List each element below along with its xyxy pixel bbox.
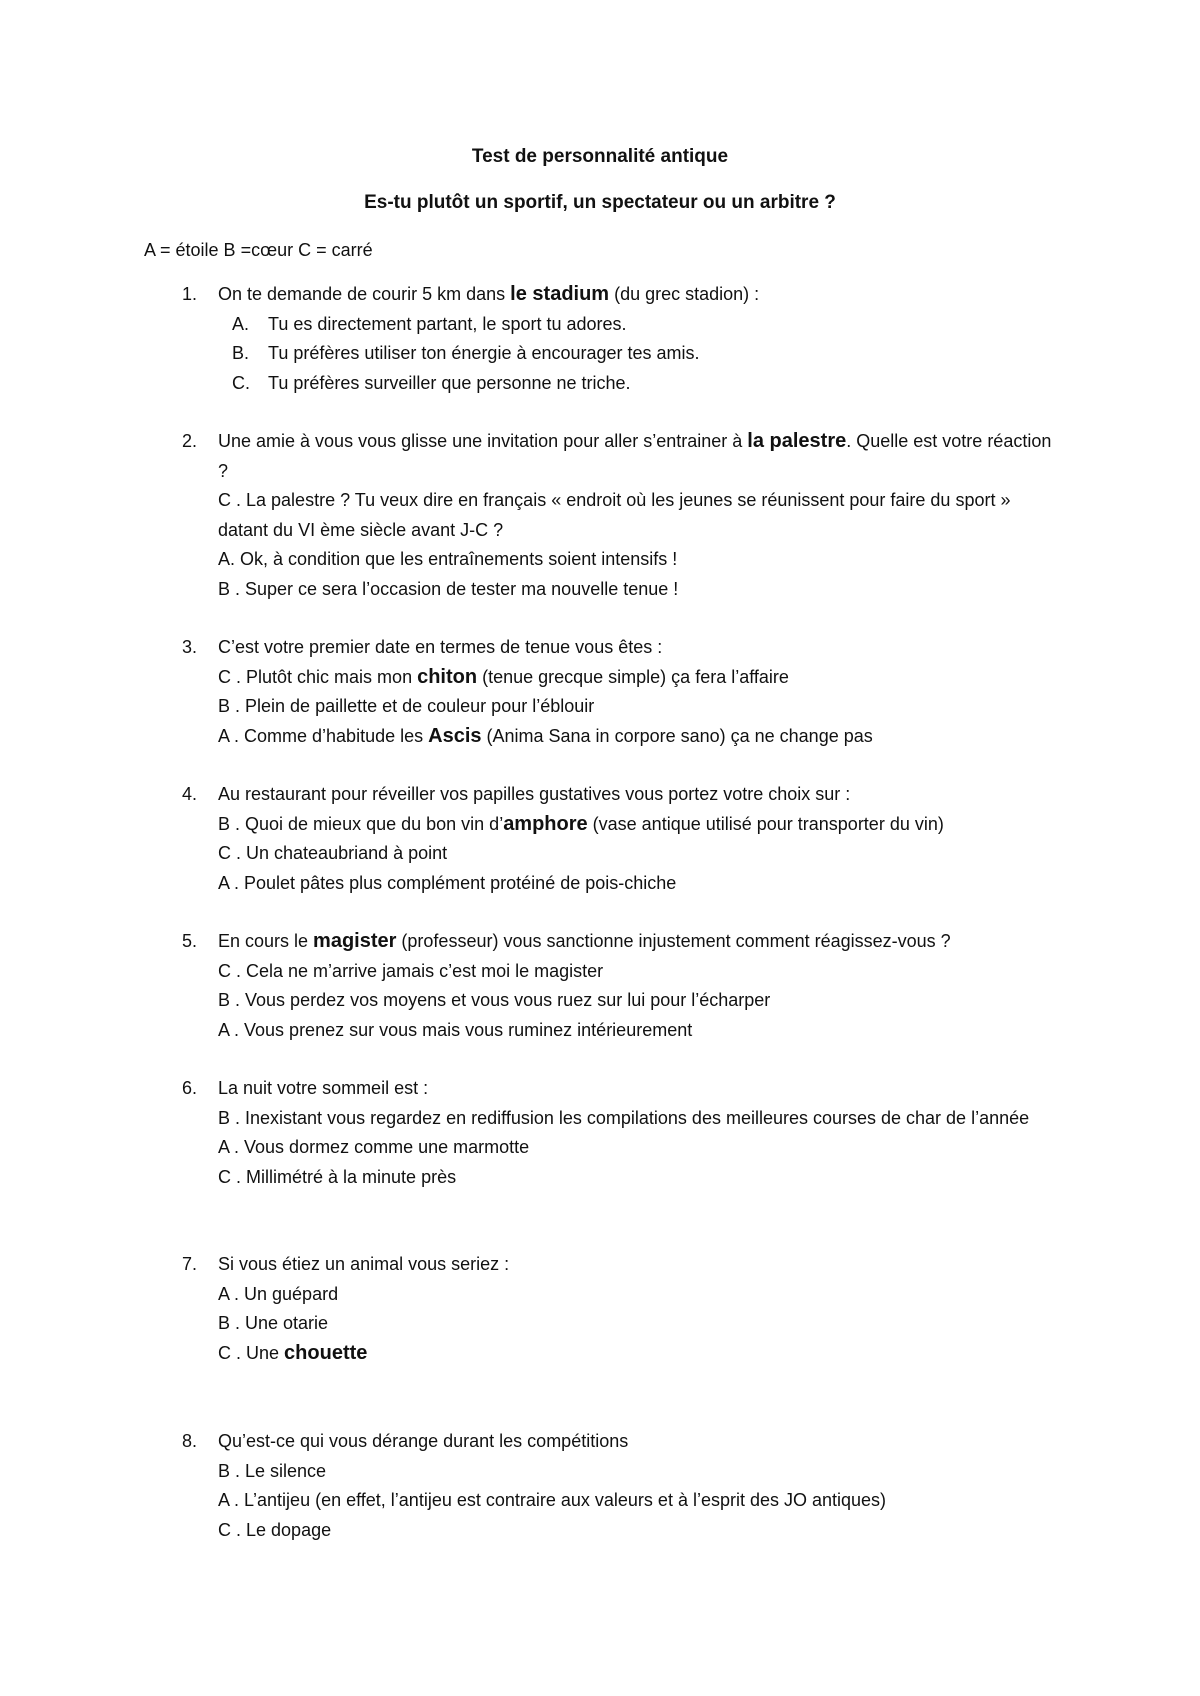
answer-c	[218, 1163, 1062, 1193]
question-number: 2.	[182, 431, 198, 451]
answer-letter: B .	[218, 990, 241, 1010]
answer-text: Vous dormez comme une marmotte	[239, 1137, 530, 1157]
answer-text: L’antijeu (en effet, l’antijeu est contraire aux valeurs et à l’esprit des JO antiques)	[239, 1490, 887, 1510]
answer-letter: B .	[218, 696, 241, 716]
question-number: 5.	[182, 931, 198, 951]
answer-text: Un guépard	[239, 1283, 339, 1304]
answer-letter: A .	[218, 1283, 240, 1304]
answer-c	[218, 839, 1062, 869]
question-number: 8.	[182, 1431, 198, 1451]
answer-text: Une	[241, 1342, 285, 1363]
answer-a	[218, 1486, 1062, 1516]
keyword: Ascis	[428, 724, 482, 747]
question-text: C’est votre premier date en termes de tenue vous êtes :	[218, 637, 663, 657]
answer-c	[218, 1516, 1062, 1546]
question-4	[182, 780, 1062, 898]
answer-letter: B.	[232, 343, 250, 363]
keyword: magister	[313, 930, 397, 952]
document-title: Test de personnalité antique	[471, 146, 729, 167]
answer-b	[218, 692, 1062, 722]
answer-letter: C .	[218, 843, 242, 863]
answer-text: Le dopage	[241, 1519, 332, 1540]
keyword: chouette	[284, 1341, 368, 1364]
question-number: 4.	[182, 784, 198, 804]
question-text: On te demande de courir 5 km dans	[218, 284, 511, 304]
answer-text-end: (vase antique utilisé pour transporter du vin)	[587, 813, 944, 834]
answer-b	[218, 1457, 1062, 1487]
symbol-legend: A = étoile B =cœur C = carré	[144, 240, 373, 260]
answer-a	[232, 310, 1062, 340]
answer-c	[218, 486, 1062, 545]
answer-letter: A .	[218, 1019, 240, 1040]
answer-a	[218, 1280, 1062, 1310]
question-number: 7.	[182, 1254, 198, 1274]
question-text-end: (professeur) vous sanctionne injustement comment réagissez-vous ?	[396, 931, 951, 951]
answer-text: Le silence	[240, 1460, 327, 1481]
answer-letter: C .	[218, 1342, 242, 1363]
keyword: chiton	[417, 665, 478, 688]
answer-letter: A .	[218, 872, 240, 893]
question-number: 6.	[182, 1078, 198, 1098]
answer-text: Tu es directement partant, le sport tu adores.	[268, 313, 627, 334]
answer-text: Plutôt chic mais mon	[241, 666, 418, 687]
answer-letter: A.	[232, 313, 250, 334]
answer-a	[218, 869, 1062, 899]
question-8	[182, 1427, 1062, 1545]
answer-b	[218, 1104, 1062, 1134]
answer-a	[218, 545, 1062, 575]
answer-c	[218, 663, 1062, 693]
question-text: Au restaurant pour réveiller vos papilles gustatives vous portez votre choix sur :	[218, 784, 851, 804]
answer-letter: A.	[218, 549, 236, 569]
question-6	[182, 1074, 1062, 1192]
answer-letter: C .	[218, 666, 242, 687]
answer-text: Comme d’habitude les	[239, 725, 429, 746]
answer-text: Millimétré à la minute près	[241, 1166, 457, 1187]
answer-letter: A .	[218, 1137, 240, 1157]
answer-b	[218, 986, 1062, 1016]
answer-c	[218, 1339, 1062, 1369]
answer-letter: B .	[218, 1313, 241, 1333]
answer-text: Ok, à condition que les entraînements soient intensifs !	[235, 549, 678, 569]
keyword: le stadium	[510, 283, 610, 305]
answer-a	[218, 722, 1062, 752]
question-text: Si vous étiez un animal vous seriez :	[218, 1254, 510, 1274]
answer-letter: A .	[218, 725, 240, 746]
answer-text: Inexistant vous regardez en rediffusion les compilations des meilleures courses de char de l’année	[240, 1107, 1030, 1128]
answer-letter: B .	[218, 813, 241, 834]
answer-b	[232, 339, 1062, 369]
answer-text: Super ce sera l’occasion de tester ma nouvelle tenue !	[240, 578, 679, 599]
answer-letter: B .	[218, 1107, 241, 1128]
question-text-end: (du grec stadion) :	[609, 284, 760, 304]
question-3	[182, 633, 1062, 751]
answer-letter: B .	[218, 578, 241, 599]
answer-text: Tu préfères surveiller que personne ne triche.	[268, 372, 631, 393]
answer-text: Quoi de mieux que du bon vin d’	[240, 813, 504, 834]
question-text: En cours le	[218, 931, 314, 951]
answer-letter: C .	[218, 960, 242, 981]
question-2	[182, 427, 1062, 604]
answer-a	[218, 1016, 1062, 1046]
question-number: 1.	[182, 284, 198, 304]
answer-text: La palestre ? Tu veux dire en français « endroit où les jeunes se réunissent pour faire du sport » datant du VI ème siècle avant J-C ?	[218, 490, 1011, 540]
question-text: Qu’est-ce qui vous dérange durant les compétitions	[218, 1431, 629, 1451]
keyword: amphore	[503, 812, 588, 835]
answer-text: Une otarie	[240, 1313, 329, 1333]
answer-c	[218, 957, 1062, 987]
document-subtitle: Es-tu plutôt un sportif, un spectateur ou un arbitre ?	[364, 192, 836, 213]
question-5	[182, 927, 1062, 1045]
answer-text-end: (tenue grecque simple) ça fera l’affaire	[477, 666, 789, 687]
question-1	[182, 280, 1062, 398]
question-7	[182, 1250, 1062, 1368]
question-text-end: . Quelle est votre réaction ?	[218, 431, 1052, 481]
answer-b	[218, 575, 1062, 605]
question-number: 3.	[182, 637, 198, 657]
answer-text: Plein de paillette et de couleur pour l’éblouir	[240, 696, 595, 716]
answer-letter: C .	[218, 490, 242, 510]
answer-text: Un chateaubriand à point	[241, 843, 448, 863]
answer-text: Vous perdez vos moyens et vous vous ruez sur lui pour l’écharper	[240, 990, 771, 1010]
answer-letter: C .	[218, 1519, 242, 1540]
question-text: Une amie à vous vous glisse une invitation pour aller s’entrainer à	[218, 431, 748, 451]
question-text: La nuit votre sommeil est :	[218, 1078, 429, 1098]
keyword: la palestre	[747, 430, 847, 452]
answer-letter: C .	[218, 1166, 242, 1187]
answer-text: Poulet pâtes plus complément protéiné de pois-chiche	[239, 872, 677, 893]
answer-letter: B .	[218, 1460, 241, 1481]
answer-b	[218, 1309, 1062, 1339]
answer-letter: A .	[218, 1490, 240, 1510]
answer-c	[232, 369, 1062, 399]
answer-text-end: (Anima Sana in corpore sano) ça ne change pas	[481, 725, 873, 746]
answer-text: Cela ne m’arrive jamais c’est moi le magister	[241, 960, 604, 981]
answer-text: Tu préfères utiliser ton énergie à encourager tes amis.	[268, 343, 700, 363]
answer-text: Vous prenez sur vous mais vous ruminez intérieurement	[239, 1019, 693, 1040]
answer-b	[218, 810, 1062, 840]
answer-a	[218, 1133, 1062, 1163]
answer-letter: C.	[232, 372, 250, 393]
